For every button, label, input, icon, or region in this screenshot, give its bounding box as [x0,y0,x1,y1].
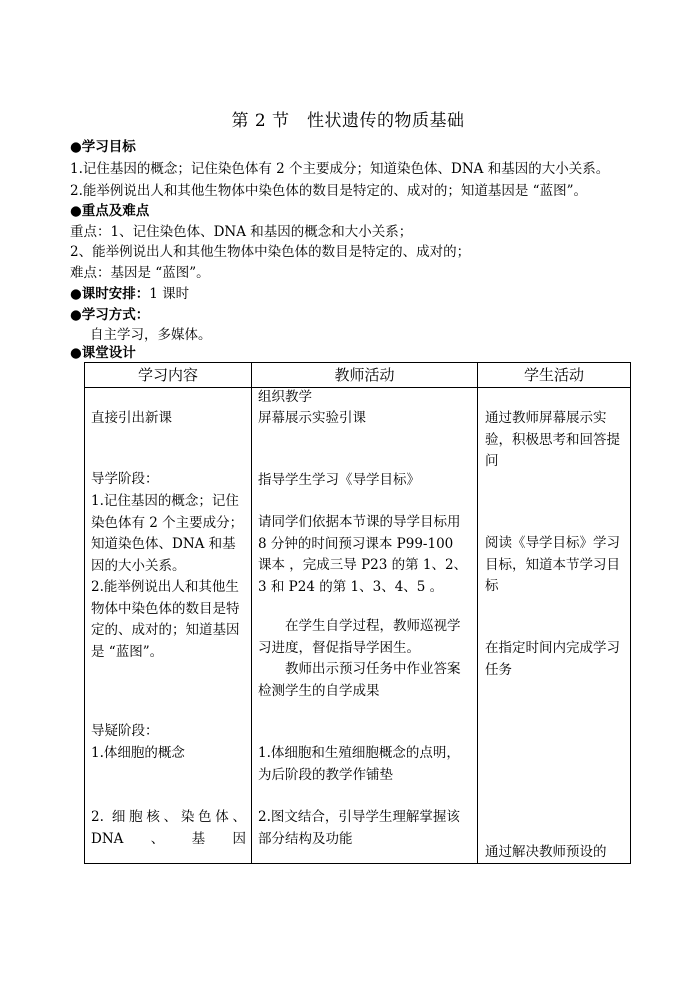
guide-heading: 导学阶段： [91,471,159,487]
key-point-item: 重点：1、记住染色体、DNA 和基因的概念和大小关系； [70,224,413,240]
method-value: 自主学习，多媒体。 [90,327,212,343]
bullet-icon: ● [70,307,82,323]
bullet-icon: ● [70,139,82,155]
teacher-activity: 请同学们依据本节课的导学目标用 8 分钟的时间预习课本 P99-100 课本 ，完成三导 P23 的第 1、2、3 和 P24 的第 1、3、4、5 。 [258,514,468,595]
intro-text: 直接引出新课 [91,410,172,426]
bullet-icon: ● [70,345,82,361]
teacher-activity: 2.图文结合，引导学生理解掌握该部分结构及功能 [258,809,460,847]
goal-text: 2.能举例说出人和其他生物体中染色体的数目是特定的、成对的；知道基因是 “蓝图”。 [91,579,240,660]
goal-text: 1.记住基因的概念；记住染色体有 2 个主要成分；知道染色体、DNA 和基因的大小关系。 [91,493,244,574]
bullet-icon: ● [70,203,82,219]
doubt-heading: 导疑阶段： [91,723,159,739]
student-activity: 在指定时间内完成学习任务 [485,640,620,678]
doubt-item: 2. 细胞核、染色体、DNA、基因 [91,809,246,847]
student-activity: 通过解决教师预设的 [485,844,607,860]
objective-item: 1.记住基因的概念；记住染色体有 2 个主要成分；知道染色体、DNA 和基因的大小关系。 [70,161,610,177]
student-activity: 阅读《导学目标》学习目标，知道本节学习目标 [485,535,620,594]
method-heading: ●学习方式： [70,307,150,323]
teacher-activity: 指导学生学习《导学目标》 [258,472,420,488]
teacher-activity: 组织教学 [258,389,312,405]
content-cell [85,388,252,864]
table-row [85,388,631,864]
teacher-activity: 1.体细胞和生殖细胞概念的点明，为后阶段的教学作铺垫 [258,745,460,783]
teacher-activity: 教师出示预习任务中作业答案检测学生的自学成果 [258,661,461,699]
column-header: 教师活动 [252,363,478,388]
objectives-heading: ●学习目标 [70,139,136,155]
table-header-row [85,363,631,388]
schedule-line: ●课时安排：1 课时 [70,286,190,302]
column-header: 学习内容 [85,363,252,388]
key-point-item: 2、能举例说出人和其他生物体中染色体的数目是特定的、成对的； [70,244,471,260]
teacher-activity: 屏幕展示实验引课 [258,410,366,426]
page-title: 第 2 节 性状遗传的物质基础 [231,111,465,131]
key-points-heading: ●重点及难点 [70,203,150,219]
student-activity: 通过教师屏幕展示实验，积极思考和回答提问 [485,410,620,469]
key-point-item: 难点：基因是 “蓝图”。 [70,265,210,281]
lesson-design-table [84,362,631,864]
teacher-cell [252,388,478,864]
student-cell [478,388,631,864]
doubt-item: 1.体细胞的概念 [91,745,185,761]
column-header: 学生活动 [478,363,631,388]
objective-item: 2.能举例说出人和其他生物体中染色体的数目是特定的、成对的；知道基因是 “蓝图”。 [70,183,587,199]
design-heading: ●课堂设计 [70,345,136,361]
teacher-activity: 在学生自学过程，教师巡视学习进度，督促指导学困生。 [258,618,461,656]
bullet-icon: ● [70,286,82,302]
